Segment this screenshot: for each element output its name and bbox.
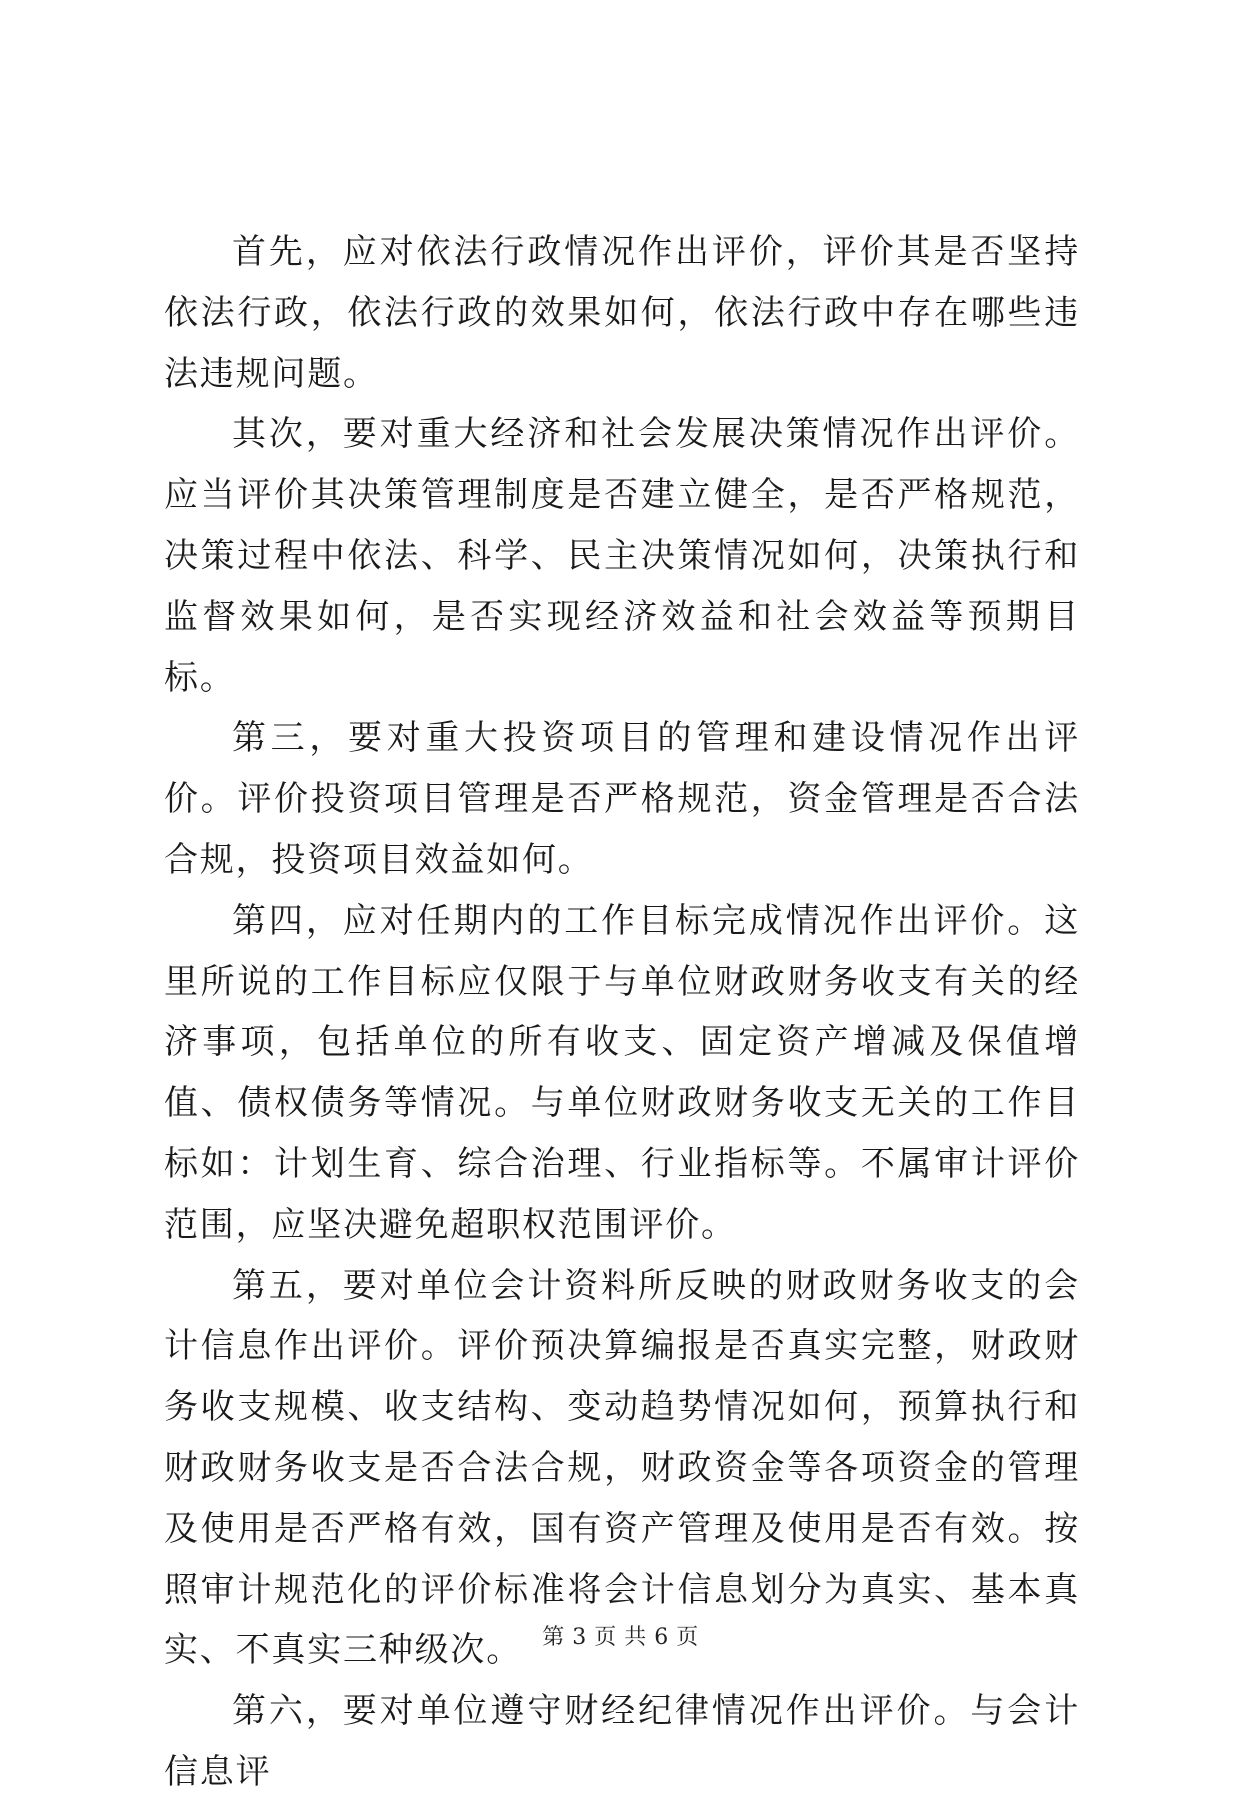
document-body xyxy=(164,222,1080,1803)
paragraph-accounting-information: 第五，要对单位会计资料所反映的财政财务收支的会计信息作出评价。评价预决算编报是否真实完整，财政财务收支规模、收支结构、变动趋势情况如何，预算执行和财政财务收支是否合法合规，财政资金等各项资金的管理及使用是否严格有效，国有资产管理及使用是否有效。按照审计规范化的评价标准将会计信息划分为真实、基本真实、不真实三种级次。 xyxy=(164,1265,1080,1671)
paragraph-financial-discipline: 第六，要对单位遵守财经纪律情况作出评价。与会计信息评 xyxy=(164,1691,1080,1792)
paragraph-administration-by-law: 首先，应对依法行政情况作出评价，评价其是否坚持依法行政，依法行政的效果如何，依法行政中存在哪些违法违规问题。 xyxy=(164,232,1080,394)
paragraph-work-targets: 第四，应对任期内的工作目标完成情况作出评价。这里所说的工作目标应仅限于与单位财政财务收支有关的经济事项，包括单位的所有收支、固定资产增减及保值增值、债权债务等情况。与单位财政财务收支无关的工作目标如：计划生育、综合治理、行业指标等。不属审计评价范围，应坚决避免超职权范围评价。 xyxy=(164,900,1080,1245)
paragraph-investment-projects: 第三，要对重大投资项目的管理和建设情况作出评价。评价投资项目管理是否严格规范，资金管理是否合法合规，投资项目效益如何。 xyxy=(164,718,1080,880)
page-number-footer: 第 3 页 共 6 页 xyxy=(542,1625,699,1650)
paragraph-major-decisions: 其次，要对重大经济和社会发展决策情况作出评价。应当评价其决策管理制度是否建立健全，是否严格规范，决策过程中依法、科学、民主决策情况如何，决策执行和监督效果如何，是否实现经济效益和社会效益等预期目标。 xyxy=(164,414,1080,698)
